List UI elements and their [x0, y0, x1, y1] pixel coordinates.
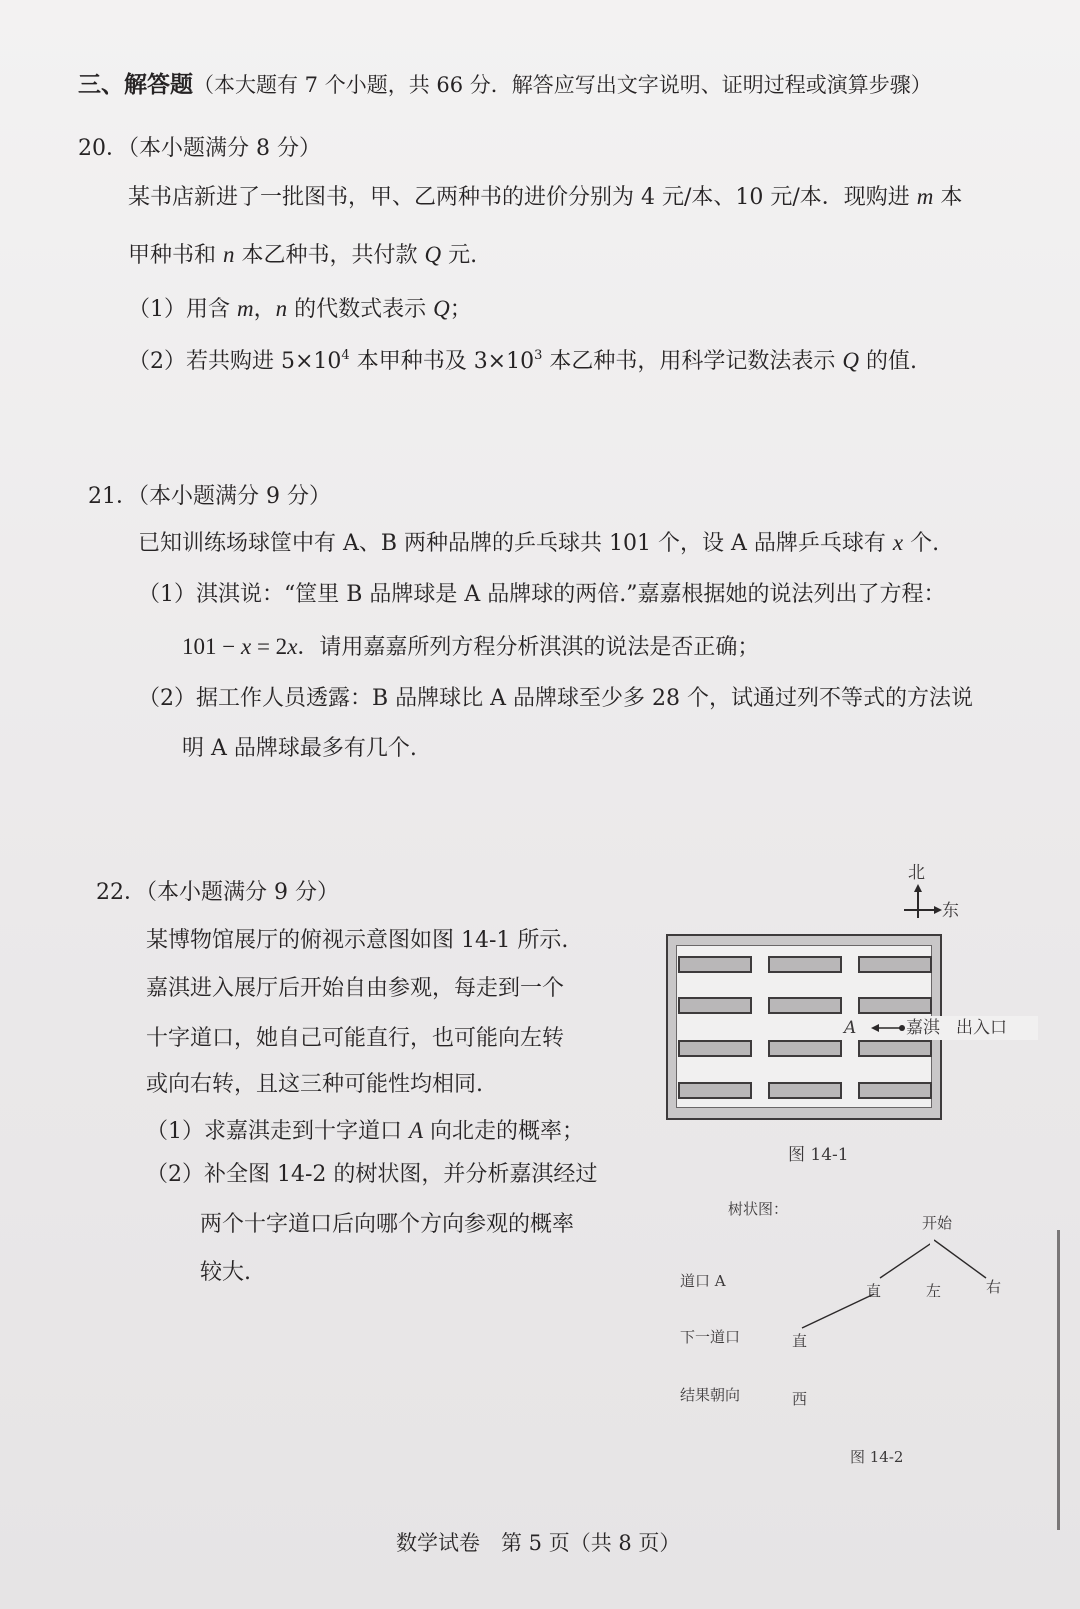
- entrance-marker: [838, 1016, 1038, 1040]
- q22-part1-end: 向北走的概率；: [423, 1119, 585, 1144]
- q21-score: （本小题满分 9 分）: [138, 484, 331, 509]
- q22-line1: 某博物馆展厅的俯视示意图如图 14-1 所示.: [146, 928, 569, 953]
- q22-part2-line1: （2）补全图 14-2 的树状图，并分析嘉淇经过: [146, 1162, 598, 1187]
- q21-intro-end: 个.: [903, 531, 940, 556]
- q21-intro-text: 已知训练场球筐中有 A、B 两种品牌的乒乓球共 101 个，设 A 品牌乒乓球有: [138, 531, 893, 556]
- q20-part1-m: m: [237, 296, 254, 321]
- q20-intro-line2: [128, 240, 477, 271]
- q20-part1-comma: ，: [253, 297, 276, 322]
- shelf: [768, 997, 842, 1014]
- q21-part1-text: （1）淇淇说：“筐里 B 品牌球是 A 品牌球的两倍.”嘉嘉根据她的说法列出了方程：: [138, 582, 946, 607]
- tree-branch-right: 右: [986, 1278, 1002, 1296]
- arrow-left-icon: [870, 1016, 906, 1040]
- q21-var-x: x: [892, 530, 904, 555]
- shelf: [858, 997, 932, 1014]
- tree-row-label-intersection: 道口 A: [680, 1272, 726, 1290]
- q20-part1-end: ；: [449, 297, 472, 322]
- q22-heading: [96, 878, 339, 908]
- tree-branches: [790, 1236, 930, 1356]
- q22-line3: 十字道口，她自己可能直行，也可能向左转: [146, 1026, 565, 1051]
- shelf: [768, 1082, 842, 1099]
- q20-part1: [128, 294, 472, 325]
- q20-intro-line1: [128, 182, 962, 213]
- tree-next-straight: 直: [792, 1332, 808, 1350]
- q22-part1-text: （1）求嘉淇走到十字道口: [146, 1119, 409, 1144]
- shelf: [678, 997, 752, 1014]
- q20-part2-mid2: 本乙种书，用科学记数法表示: [542, 349, 843, 374]
- compass-north-label: 北: [908, 863, 925, 883]
- q20-part2-mid: 本甲种书及 3×10: [349, 349, 535, 374]
- q21-intro: [138, 528, 939, 559]
- q22-part1: [146, 1116, 584, 1147]
- q20-part2-end: 的值.: [859, 349, 918, 374]
- tree-title: 树状图：: [728, 1200, 789, 1218]
- fig14-2-caption: 图 14-2: [850, 1448, 904, 1466]
- q20-var-m: m: [916, 184, 934, 209]
- shelf: [858, 1082, 932, 1099]
- shelf: [678, 1082, 752, 1099]
- section-header: [78, 70, 932, 100]
- q20-part2-text: （2）若共购进 5×10: [128, 349, 342, 374]
- q20-intro2-text: 甲种书和: [128, 243, 223, 268]
- tree-row-label-next: 下一道口: [680, 1328, 741, 1346]
- compass: [900, 862, 970, 922]
- tree-start: 开始: [922, 1214, 953, 1232]
- q21-number: 21．: [88, 484, 138, 509]
- tree-branch-straight: 直: [866, 1282, 882, 1300]
- q20-intro1-text: 某书店新进了一批图书，甲、乙两种书的进价分别为 4 元/本、10 元/本．现购进: [128, 185, 917, 210]
- fig14-1-caption: 图 14-1: [788, 1145, 849, 1165]
- q21-part2-line2: [182, 734, 417, 764]
- tree-row-label-result: 结果朝向: [680, 1386, 741, 1404]
- q20-part1-mid: 的代数式表示: [287, 297, 434, 322]
- q20-part2-exp1: 4: [341, 348, 350, 363]
- shelf: [768, 956, 842, 973]
- q20-part1-q: Q: [433, 296, 450, 321]
- tree-branch-left: 左: [926, 1282, 942, 1300]
- q20-part1-n: n: [275, 296, 288, 321]
- q20-score: （本小题满分 8 分）: [128, 136, 321, 161]
- section-note: （本大题有 7 个小题，共 66 分．解答应写出文字说明、证明过程或演算步骤）: [193, 73, 932, 97]
- q21-eq-x2: x: [287, 634, 298, 659]
- q20-part2-exp2: 3: [534, 348, 543, 363]
- shelf: [768, 1040, 842, 1057]
- q20-part2: [128, 346, 917, 377]
- q20-part1-text: （1）用含: [128, 297, 237, 322]
- point-a-label: A: [844, 1018, 857, 1038]
- compass-east-label: 东: [942, 901, 959, 921]
- q21-heading: [88, 482, 331, 512]
- person-label: 嘉淇: [906, 1018, 940, 1038]
- q22-part1-a: A: [409, 1118, 424, 1143]
- shelf: [678, 1040, 752, 1057]
- shelf: [678, 956, 752, 973]
- q21-part2-text2: 明 A 品牌球最多有几个.: [182, 736, 417, 761]
- branch-line-straight: [880, 1240, 930, 1278]
- section-title: 解答题: [124, 71, 193, 98]
- q20-intro1-end: 本: [933, 185, 963, 210]
- q20-var-q: Q: [424, 242, 442, 267]
- page-edge: [1057, 1230, 1060, 1530]
- q21-eq-x1: x: [240, 634, 252, 659]
- q20-part2-q: Q: [842, 348, 860, 373]
- shelf: [858, 956, 932, 973]
- q21-part1-line1: [138, 580, 946, 610]
- section-number: 三、: [78, 71, 124, 98]
- q21-part1-line2: [182, 632, 759, 663]
- q22-line4: 或向右转，且这三种可能性均相同.: [146, 1072, 483, 1097]
- q21-eq-left: 101 −: [182, 634, 241, 659]
- q20-intro2-end: 元.: [441, 243, 478, 268]
- page-footer: 数学试卷 第 5 页（共 8 页）: [396, 1531, 681, 1555]
- q21-part2-line1: [138, 684, 973, 714]
- q21-part2-text1: （2）据工作人员透露：B 品牌球比 A 品牌球至少多 28 个，试通过列不等式的方法说: [138, 686, 974, 711]
- q22-score: （本小题满分 9 分）: [146, 880, 339, 905]
- q21-part1-question: ．请用嘉嘉所列方程分析淇淇的说法是否正确；: [297, 635, 760, 660]
- tree-result-west: 西: [792, 1390, 808, 1408]
- q21-eq-mid: = 2: [251, 634, 288, 659]
- branch-line-next: [802, 1294, 874, 1328]
- q22-part2-line2: 两个十字道口后向哪个方向参观的概率: [200, 1212, 575, 1237]
- q20-intro2-mid: 本乙种书，共付款: [234, 243, 425, 268]
- q20-heading: [78, 134, 321, 164]
- entrance-label: 出入口: [956, 1018, 1007, 1038]
- q20-var-n: n: [223, 242, 235, 267]
- q20-number: 20．: [78, 136, 128, 161]
- shelf: [858, 1040, 932, 1057]
- q22-part2-line3: 较大.: [200, 1260, 251, 1285]
- q22-number: 22．: [96, 880, 146, 905]
- q22-line2: 嘉淇进入展厅后开始自由参观，每走到一个: [146, 976, 565, 1001]
